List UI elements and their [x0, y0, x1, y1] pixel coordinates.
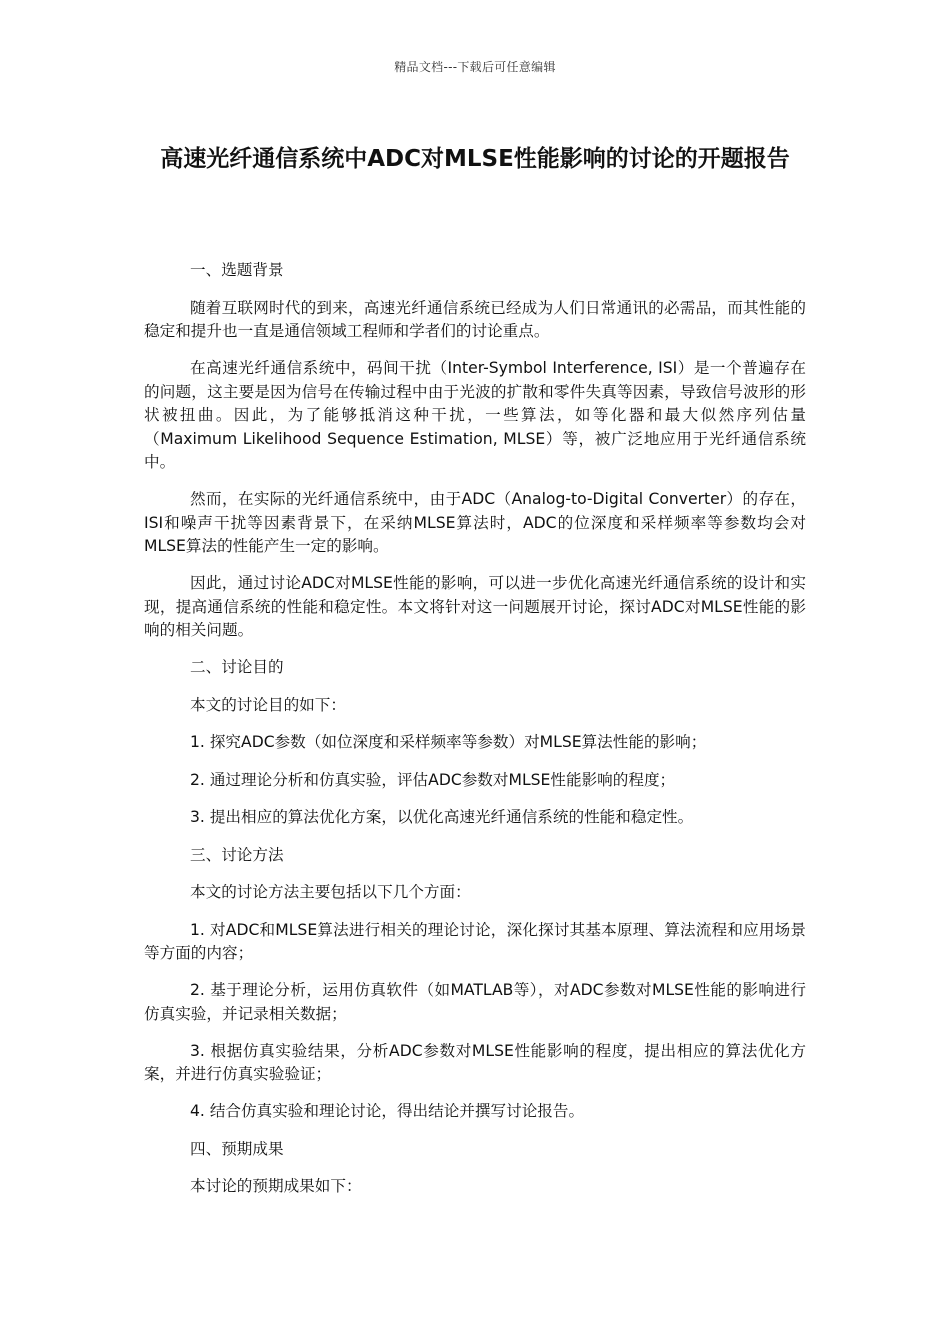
paragraph-methods-intro: 本文的讨论方法主要包括以下几个方面：: [190, 883, 471, 901]
document-body: [144, 259, 806, 1213]
paragraph-purpose-intro: 本文的讨论目的如下：: [190, 695, 346, 714]
paragraph-background-intro: 随着互联网时代的到来，高速光纤通信系统已经成为人们日常通讯的必需品，而其性能的稳定和提升也一直是通信领域工程师和学者们的讨论重点。: [144, 298, 806, 340]
section-heading-background: 一、选题背景: [190, 261, 284, 279]
list-item-method-1: 1. 对ADC和MLSE算法进行相关的理论讨论，深化探讨其基本原理、算法流程和应用场景等方面的内容；: [144, 920, 806, 962]
list-item-method-4: 4. 结合仿真实验和理论讨论，得出结论并撰写讨论报告。: [190, 1102, 585, 1120]
list-item-method-3: 3. 根据仿真实验结果，分析ADC参数对MLSE性能影响的程度，提出相应的算法优化方案，并进行仿真实验验证；: [144, 1041, 806, 1083]
list-item-method-2: 2. 基于理论分析，运用仿真软件（如MATLAB等），对ADC参数对MLSE性能的影响进行仿真实验，并记录相关数据；: [144, 981, 806, 1023]
paragraph-outcomes-intro: 本讨论的预期成果如下：: [190, 1177, 362, 1195]
section-heading-purpose: 二、讨论目的: [190, 658, 284, 676]
page-header: 精品文档---下载后可任意编辑: [394, 60, 556, 74]
paragraph-isi-description: 在高速光纤通信系统中，码间干扰（Inter-Symbol Interference, ISI）是一个普遍存在的问题，这主要是因为信号在传输过程中由于光波的扩散和零件失真等因素，导致信号波形的形状被扭曲。因此，为了能够抵消这种干扰，一些算法，如等化器和最大似然序列估量（Maximum Likelihood Sequence Estimation, MLSE）等，被广泛地应用于光纤通信系统中。: [144, 359, 806, 471]
paragraph-adc-influence: 然而，在实际的光纤通信系统中，由于ADC（Analog-to-Digital Converter）的存在，ISI和噪声干扰等因素背景下，在采纳MLSE算法时，ADC的位深度和采样频率等参数均会对MLSE算法的性能产生一定的影响。: [144, 490, 806, 555]
document-title: 高速光纤通信系统中ADC对MLSE性能影响的讨论的开题报告: [160, 146, 790, 172]
paragraph-research-motivation: 因此，通过讨论ADC对MLSE性能的影响，可以进一步优化高速光纤通信系统的设计和实现，提高通信系统的性能和稳定性。本文将针对这一问题展开讨论，探讨ADC对MLSE性能的影响的相关问题。: [144, 574, 806, 639]
section-heading-methods: 三、讨论方法: [190, 845, 284, 864]
list-item-purpose-1: 1. 探究ADC参数（如位深度和采样频率等参数）对MLSE算法性能的影响；: [190, 733, 707, 751]
section-heading-outcomes: 四、预期成果: [190, 1139, 284, 1158]
list-item-purpose-3: 3. 提出相应的算法优化方案，以优化高速光纤通信系统的性能和稳定性。: [190, 808, 694, 826]
list-item-purpose-2: 2. 通过理论分析和仿真实验，评估ADC参数对MLSE性能影响的程度；: [190, 770, 676, 789]
